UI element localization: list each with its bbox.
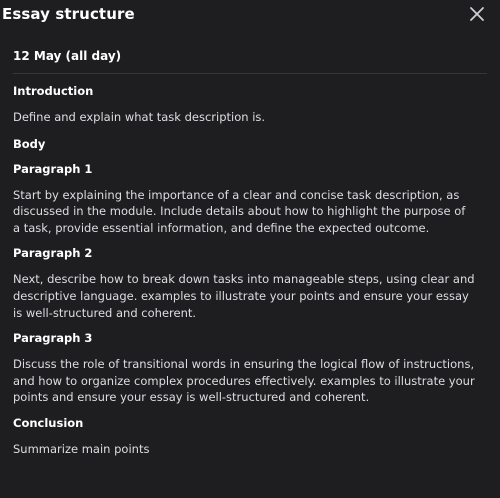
dialog-title: Essay structure	[2, 5, 135, 23]
paragraph1-text: Start by explaining the importance of a clear and concise task description, as discussed in the module. Include details about how to highlight the purpose of a task, provide essential information, and define the expected outcome.	[13, 187, 466, 235]
introduction-text: Define and explain what task description is.	[13, 110, 266, 124]
body-heading: Body	[13, 136, 46, 151]
event-date: 12 May (all day)	[13, 49, 122, 63]
close-button[interactable]	[468, 5, 486, 23]
paragraph2-heading: Paragraph 2	[13, 246, 93, 261]
conclusion-text: Summarize main points	[13, 441, 150, 456]
paragraph3-heading: Paragraph 3	[13, 331, 93, 346]
essay-content	[13, 84, 475, 468]
introduction-heading: Introduction	[13, 84, 94, 98]
conclusion-heading: Conclusion	[13, 415, 84, 430]
paragraph3-text: Discuss the role of transitional words in ensuring the logical flow of instructions, and how to organize complex procedures effectively. examples to illustrate your points and ensure your essay is well-structured and coherent.	[13, 357, 475, 405]
close-icon	[468, 5, 486, 23]
paragraph1-heading: Paragraph 1	[13, 161, 93, 176]
paragraph2-text: Next, describe how to break down tasks into manageable steps, using clear and descriptive language. examples to illustrate your points and ensure your essay is well-structured and coherent.	[13, 272, 475, 320]
divider	[13, 73, 487, 74]
